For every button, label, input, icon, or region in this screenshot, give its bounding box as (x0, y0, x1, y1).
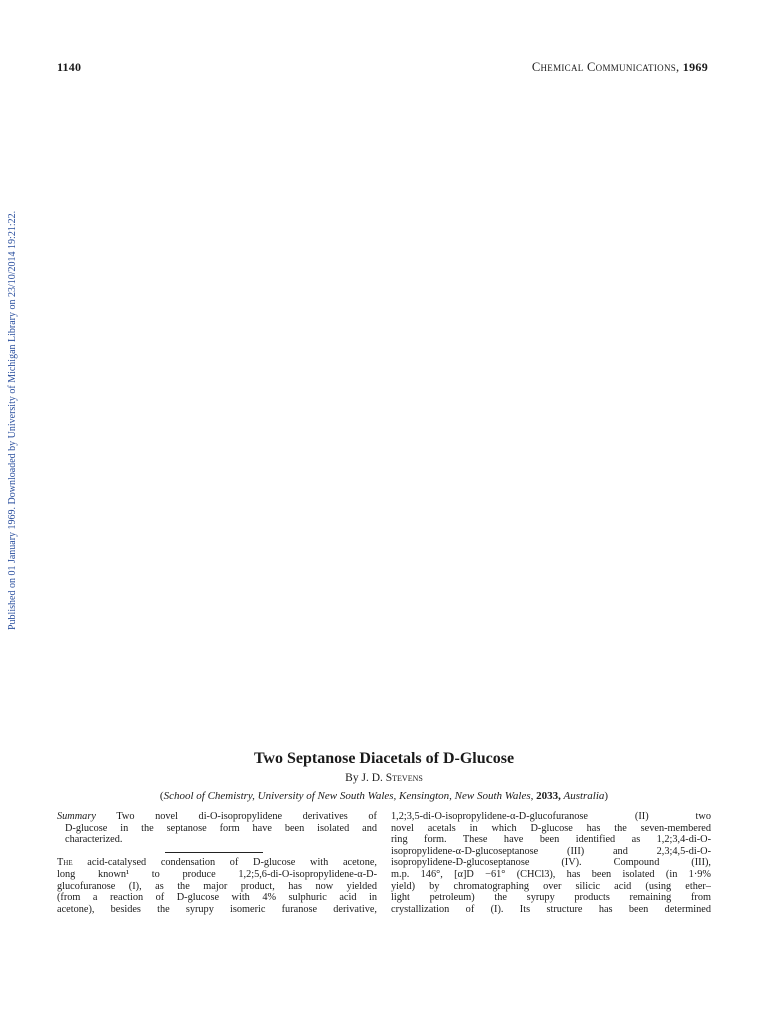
byline-prefix: By (345, 772, 359, 784)
right-column (391, 811, 711, 915)
separator-row (57, 846, 377, 858)
download-note[interactable]: Published on 01 January 1969. Downloaded by University of Michigan Library on 23/10/2014 19:21:22. (7, 210, 18, 630)
body-line: yield) by chromatographing over silicic acid (using ether– (391, 880, 711, 892)
body-line: 1,2;3,5-di-O-isopropylidene-α-D-glucofuranose (II) two (391, 811, 711, 822)
affiliation-text: School of Chemistry, University of New South Wales, Kensington, New South Wales, (163, 790, 534, 802)
summary-line (57, 811, 377, 823)
author-name: J. D. Stevens (361, 772, 423, 784)
body-lead-word: The (57, 857, 73, 869)
body-line: ring form. These have been identified as 1,2;3,4-di-O- (391, 834, 711, 846)
body-line: (from a reaction of D-glucose with 4% sulphuric acid in (57, 892, 377, 904)
affiliation-close-paren: ) (604, 790, 609, 802)
affiliation (0, 790, 768, 802)
body-line: glucofuranose (I), as the major product, has now yielded (57, 880, 377, 892)
article-title: Two Septanose Diacetals of D-Glucose (253, 750, 515, 767)
body-line: crystallization of (I). Its structure has been determined (391, 903, 711, 915)
byline (0, 772, 768, 784)
body-line: light petroleum) the syrupy products remaining from (391, 892, 711, 904)
summary-text: Two novel di-O-isopropylidene derivatives of (95, 811, 377, 822)
affiliation-country: Australia (563, 790, 605, 802)
body-line: acetone), besides the syrupy isomeric furanose derivative, (57, 903, 377, 915)
body-line: isopropylidene-D-glucoseptanose (IV). Compound (III), (391, 857, 711, 869)
body-line: isopropylidene-α-D-glucoseptanose (III) and 2,3;4,5-di-O- (391, 845, 711, 857)
body-text: acid-catalysed condensation of D-glucose with acetone, (72, 857, 377, 869)
summary-line: characterized. (65, 834, 123, 846)
journal-name: Chemical Communications, (531, 60, 680, 74)
journal-year: 1969 (682, 60, 708, 74)
summary-line: D-glucose in the septanose form have been isolated and (65, 822, 377, 834)
body-line: novel acetals in which D-glucose has the seven-membered (391, 822, 711, 834)
body-line (57, 857, 377, 869)
left-column (57, 811, 377, 915)
journal-header (532, 60, 708, 75)
summary-label: Summary (57, 811, 96, 822)
body-line: m.p. 146°, [α]D −61° (CHCl3), has been isolated (in 1·9% (391, 868, 711, 880)
affiliation-postcode: 2033, (536, 790, 561, 802)
affiliation-open-paren: ( (159, 790, 164, 802)
body-line: long known¹ to produce 1,2;5,6-di-O-isopropylidene-α-D- (57, 868, 377, 880)
page-number: 1140 (57, 60, 82, 74)
separator-rule (165, 852, 263, 853)
